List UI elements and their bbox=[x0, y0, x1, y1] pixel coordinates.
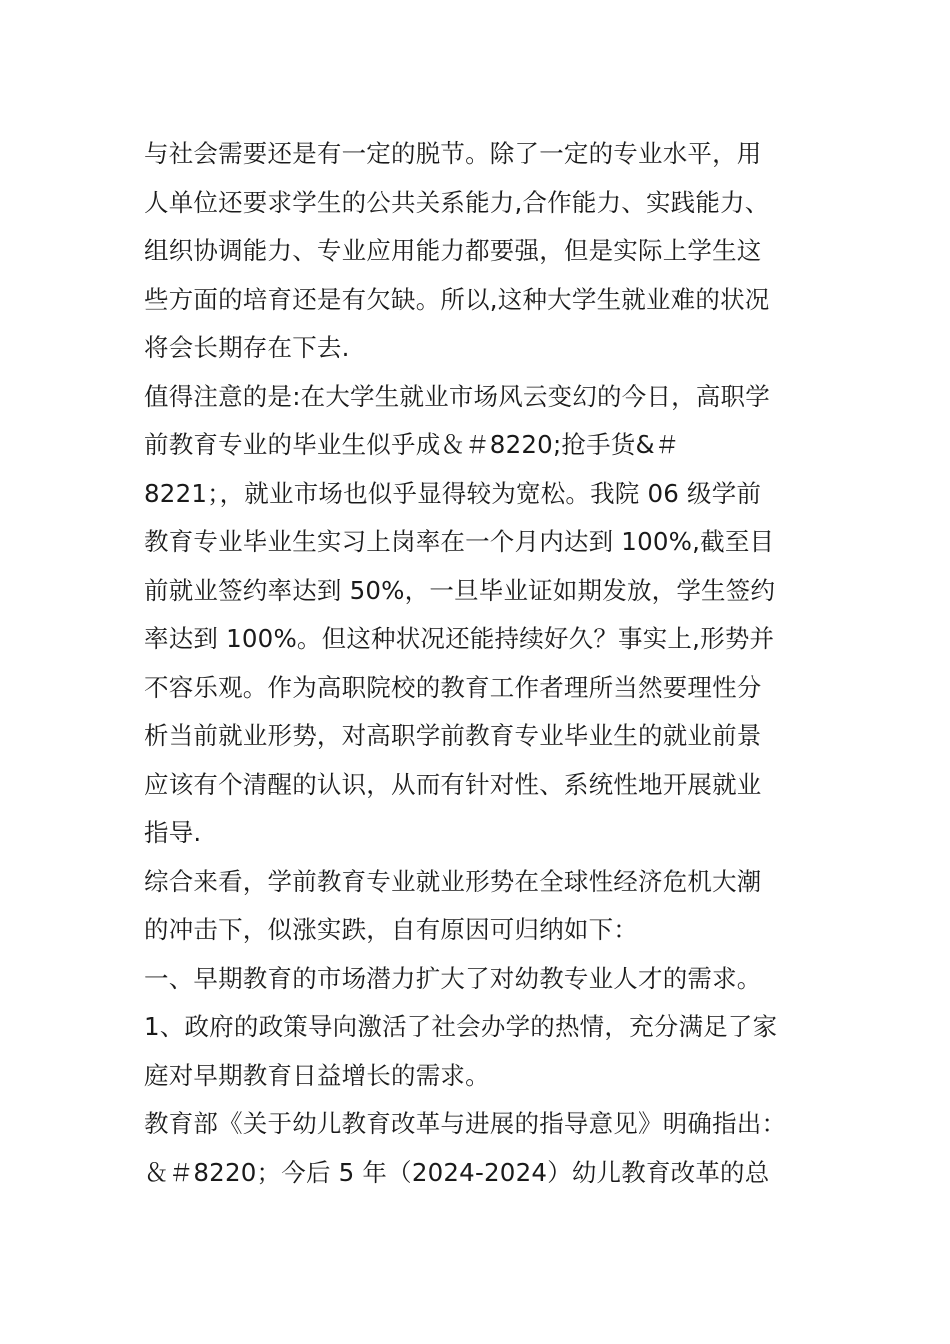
text-line: 教育专业毕业生实习上岗率在一个月内达到 100%,截至目 bbox=[144, 527, 775, 556]
text-line: 不容乐观。作为高职院校的教育工作者理所当然要理性分 bbox=[144, 672, 762, 702]
text-line: 指导. bbox=[144, 818, 202, 847]
text-line: 将会长期存在下去. bbox=[144, 333, 350, 362]
text-line: ＆＃8220；今后 5 年（2024-2024）幼儿教育改革的总 bbox=[144, 1157, 770, 1187]
text-line: 人单位还要求学生的公共关系能力,合作能力、实践能力、 bbox=[144, 187, 770, 217]
text-line: 教育部《关于幼儿教育改革与进展的指导意见》明确指出： bbox=[144, 1109, 787, 1138]
text-line: 值得注意的是:在大学生就业市场风云变幻的今日，高职学 bbox=[144, 381, 770, 411]
text-line: 的冲击下，似涨实跌，自有原因可归纳如下： bbox=[144, 915, 638, 944]
text-line: 一、早期教育的市场潜力扩大了对幼教专业人才的需求。 bbox=[144, 963, 762, 993]
text-line: 析当前就业形势，对高职学前教育专业毕业生的就业前景 bbox=[144, 721, 762, 750]
text-line: 与社会需要还是有一定的脱节。除了一定的专业水平，用 bbox=[144, 139, 762, 168]
text-line: 庭对早期教育日益增长的需求。 bbox=[144, 1060, 490, 1090]
text-line: 1、政府的政策导向激活了社会办学的热情，充分满足了家 bbox=[144, 1012, 778, 1041]
text-line: 组织协调能力、专业应用能力都要强，但是实际上学生这 bbox=[144, 236, 762, 265]
text-line: 8221；，就业市场也似乎显得较为宽松。我院 06 级学前 bbox=[144, 478, 762, 508]
text-line: 前教育专业的毕业生似乎成＆＃8220;抢手货&＃ bbox=[144, 430, 680, 459]
text-line: 些方面的培育还是有欠缺。所以,这种大学生就业难的状况 bbox=[144, 284, 770, 314]
text-line: 应该有个清醒的认识，从而有针对性、系统性地开展就业 bbox=[144, 769, 762, 799]
text-line: 前就业签约率达到 50%，一旦毕业证如期发放，学生签约 bbox=[144, 575, 776, 605]
text-line: 率达到 100%。但这种状况还能持续好久？事实上,形势并 bbox=[144, 624, 775, 653]
body-text bbox=[144, 130, 824, 1197]
text-line: 综合来看，学前教育专业就业形势在全球性经济危机大潮 bbox=[144, 866, 762, 896]
